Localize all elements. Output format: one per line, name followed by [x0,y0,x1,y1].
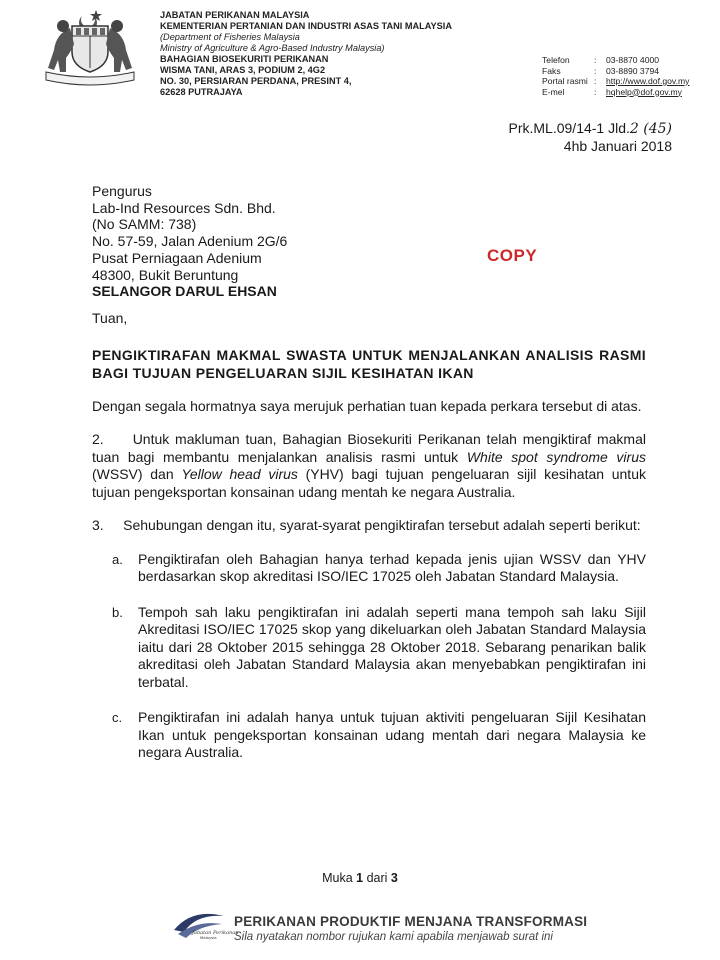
virus-name-wssv: White spot syndrome virus [466,448,646,465]
contact-row-phone: Telefon : 03-8870 4000 [542,55,660,65]
department-name: JABATAN PERIKANAN MALAYSIA [160,10,310,20]
list-item [92,709,646,762]
contact-block [542,55,712,97]
address-line-3: 62628 PUTRAJAYA [160,87,243,97]
recipient-line: Lab-Ind Resources Sdn. Bhd. [92,199,276,216]
contact-label: Telefon [542,55,570,65]
ministry-name: KEMENTERIAN PERTANIAN DAN INDUSTRI ASAS TANI MALAYSIA [160,21,452,31]
division-name: BAHAGIAN BIOSEKURITI PERIKANAN [160,54,329,64]
recipient-line: Pengurus [92,183,152,199]
paragraph-2: 2. Untuk makluman tuan, Bahagian Biosekuriti Perikanan telah mengiktiraf makmal tuan bagi membantu menjalankan analisis rasmi untuk White spot syndrome virus (WSSV) dan Yellow head virus (YHV) bagi tujuan pengeluaran sijil kesihatan untuk tujuan pengeksportan konsainan udang mentah ke negara Australia. [92,431,646,500]
list-marker: c. [112,710,123,725]
contact-label: E-mel [542,86,565,97]
copy-stamp: COPY [487,246,538,265]
handwritten-ref: 2 (45) [629,121,672,137]
reference-block [509,120,673,155]
footer-note: Sila nyatakan nombor rujukan kami apabila menjawab surat ini [234,931,553,943]
list-item [92,604,646,692]
footer [234,914,674,943]
svg-text:Jabatan Perikanan: Jabatan Perikanan [192,930,239,936]
contact-row-email: E-mel : hqhelp@dof.gov.my [542,86,682,97]
address-line-1: WISMA TANI, ARAS 3, PODIUM 2, 4G2 [160,65,326,75]
condition-text: Pengiktirafan ini adalah hanya untuk tujuan aktiviti pengeluaran Sijil Kesihatan Ikan untuk pengeksportan konsainan udang mentah dari negara Malaysia ke negara Australia. [138,709,646,760]
salutation: Tuan, [92,310,128,326]
recipient-address [92,183,452,300]
email-link[interactable]: hqhelp@dof.gov.my [606,86,682,97]
page-number: Muka 1 dari 3 [322,871,398,885]
condition-text: Pengiktirafan oleh Bahagian hanya terhad kepada jenis ujian WSSV dan YHV berdasarkan skop akreditasi ISO/IEC 17025 oleh Jabatan Standard Malaysia. [138,550,646,584]
contact-value: 03-8890 3794 [606,65,660,76]
recipient-state: SELANGOR DARUL EHSAN [92,283,277,300]
recipient-line: 48300, Bukit Beruntung [92,266,239,283]
address-line-2: NO. 30, PERSIARAN PERDANA, PRESINT 4, [160,76,352,86]
paragraph-3: 3. Sehubungan dengan itu, syarat-syarat pengiktirafan tersebut adalah seperti berikut: [92,517,641,533]
condition-text: Tempoh sah laku pengiktirafan ini adalah seperti mana tempoh sah laku Sijil Akreditasi ISO/IEC 17025 skop yang dikeluarkan oleh Jabatan Standard Malaysia iaitu dari 28 Oktober 2015 sehingga 28 Oktober 2018. Sebarang penarikan balik akreditasi oleh Jabatan Standard Malaysia akan menyebabkan pengiktirafan ini terbatal. [138,603,646,690]
conditions-list [92,551,646,762]
recipient-line: (No SAMM: 738) [92,216,197,233]
portal-link[interactable]: http://www.dof.gov.my [606,76,690,86]
list-marker: a. [112,551,123,567]
letter-subject: PENGIKTIRAFAN MAKMAL SWASTA UNTUK MENJALANKAN ANALISIS RASMI BAGI TUJUAN PENGELUARAN SIJIL KESIHATAN IKAN [92,346,646,381]
recipient-line: No. 57-59, Jalan Adenium 2G/6 [92,233,288,250]
letterhead-address [160,10,530,98]
department-name-en: (Department of Fisheries Malaysia [160,32,300,42]
footer-tagline: PERIKANAN PRODUKTIF MENJANA TRANSFORMASI [234,914,588,929]
contact-value: 03-8870 4000 [606,55,660,65]
list-marker: b. [112,604,123,620]
contact-label: Faks [542,65,561,76]
intro-paragraph: Dengan segala hormatnya saya merujuk perhatian tuan kepada perkara tersebut di atas. [92,397,642,414]
letter-date: 4hb Januari 2018 [563,138,672,154]
contact-row-fax: Faks : 03-8890 3794 [542,65,660,76]
list-item [92,551,646,586]
coat-of-arms-logo [30,6,150,86]
contact-label: Portal rasmi [542,76,588,86]
svg-text:Malaysia: Malaysia [200,935,217,940]
letter-body [92,310,646,780]
recipient-line: Pusat Perniagaan Adenium [92,249,262,266]
ministry-name-en: Ministry of Agriculture & Agro-Based Industry Malaysia) [160,43,385,53]
fisheries-logo [170,908,239,944]
virus-name-yhv: Yellow head virus [181,466,298,482]
contact-row-portal: Portal rasmi : http://www.dof.gov.my [542,76,690,86]
reference-number: Prk.ML.09/14-1 Jld.2 (45) [508,120,672,137]
